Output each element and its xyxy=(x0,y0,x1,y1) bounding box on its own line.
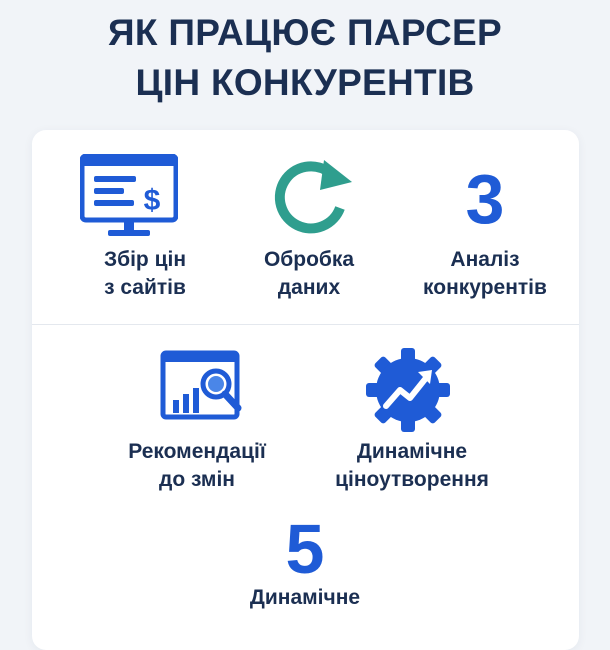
chart-magnifier-icon xyxy=(160,350,244,426)
row-divider xyxy=(32,324,579,325)
step-label-collect: Збір цін з сайтів xyxy=(103,248,187,299)
step-label-dynamic-pricing: Динамічне ціноутворення xyxy=(335,440,489,491)
step-label-analysis: Аналіз конкурентів xyxy=(423,248,547,299)
step-number-3: 3 xyxy=(465,160,505,238)
page-title xyxy=(0,8,610,108)
monitor-dollar-icon xyxy=(80,154,178,240)
gear-trend-icon xyxy=(364,346,452,434)
title-line-1: ЯК ПРАЦЮЄ ПАРСЕР xyxy=(108,12,502,53)
title-line-2: ЦІН КОНКУРЕНТІВ xyxy=(135,62,475,103)
step-label-process: Обробка даних xyxy=(263,248,355,299)
refresh-arrow-icon xyxy=(266,156,356,236)
step-label-recommendations: Рекомендації до змін xyxy=(128,440,266,491)
step-label-dynamic: Динамічне xyxy=(249,586,361,609)
svg-text:$: $ xyxy=(143,184,161,217)
step-number-5: 5 xyxy=(285,510,325,588)
